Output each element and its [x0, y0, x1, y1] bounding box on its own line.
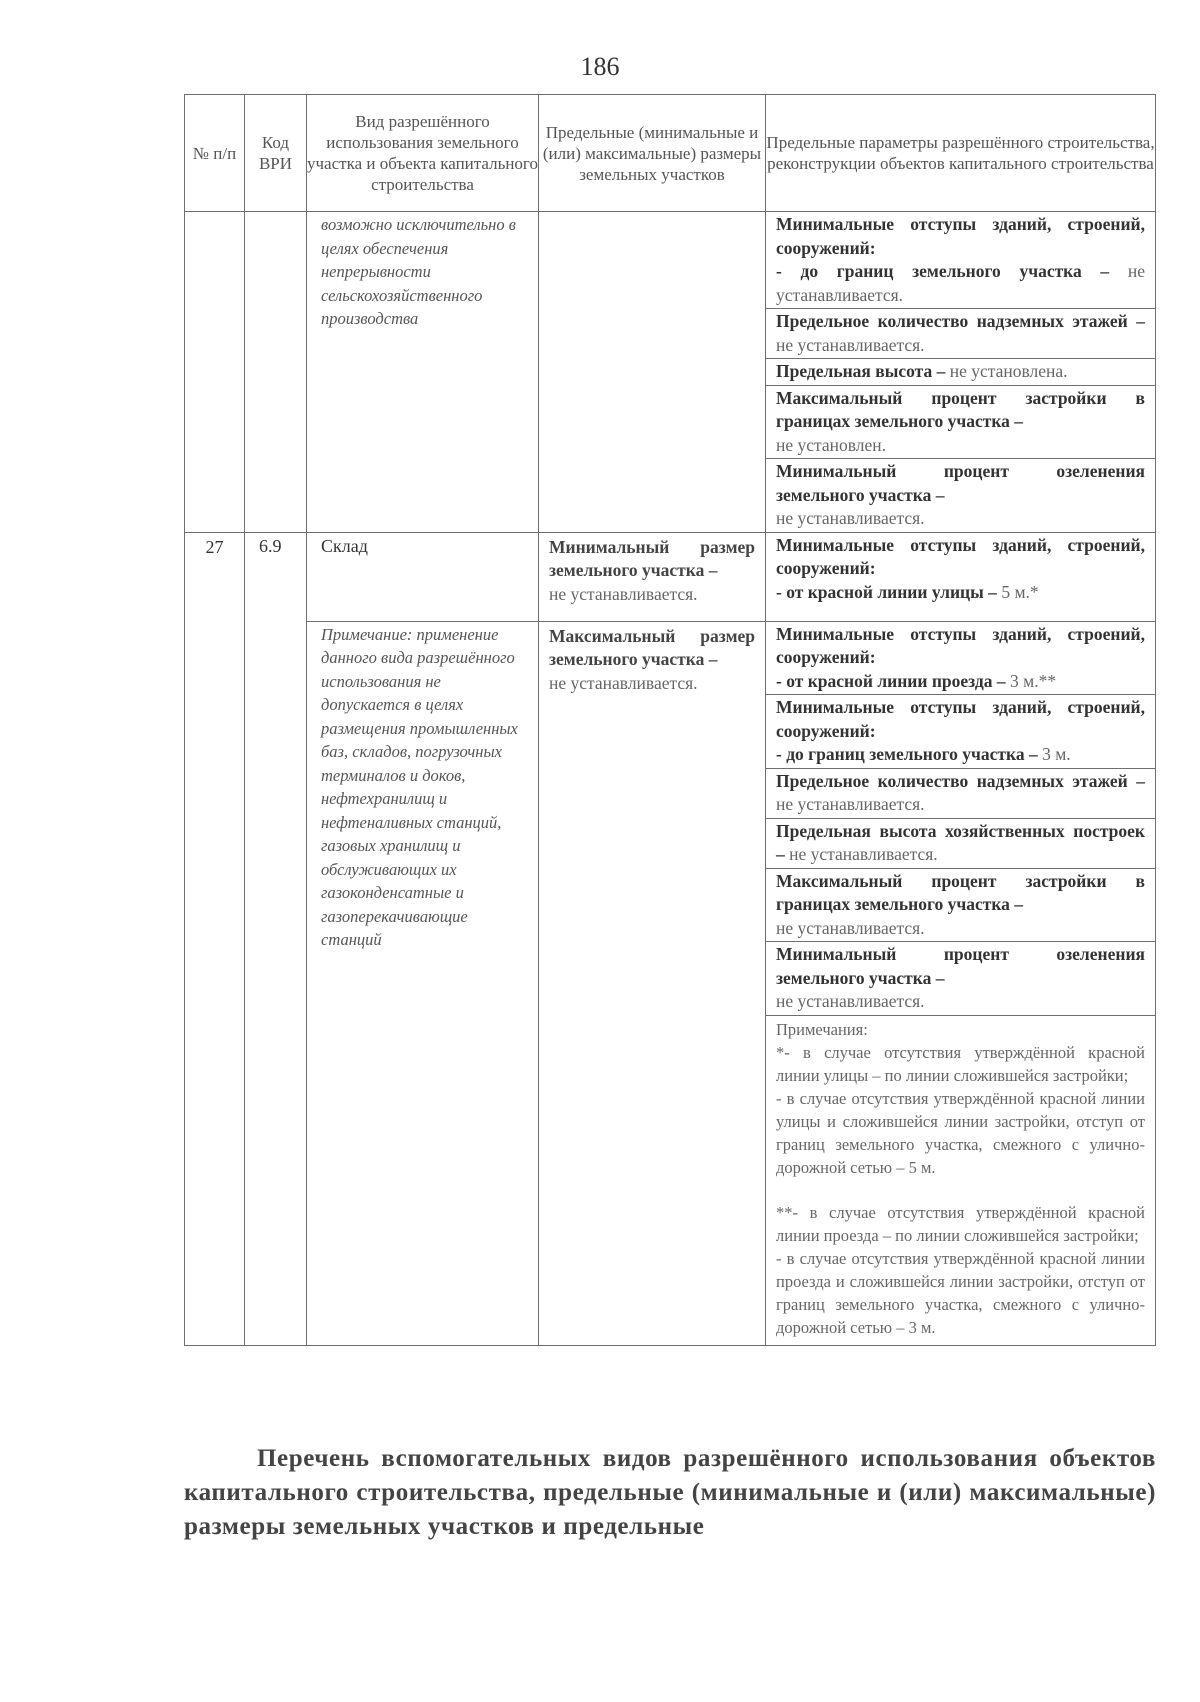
page-number: 186 — [580, 52, 620, 81]
zoning-table — [184, 94, 1156, 1346]
param-item: Минимальные отступы зданий, строений, сооружений: - от красной линии улицы – 5 м.* — [776, 534, 1145, 602]
note-item: **- в случае отсутствия утверждённой красной линии проезда – по линии сложившейся застройки; — [776, 1202, 1145, 1245]
section-heading: Перечень вспомогательных видов разрешённого использования объектов капитального строительства, предельные (минимальные и (или) максимальные) размеры земельных участков и предельные — [184, 1445, 1156, 1540]
row-code: 6.9 — [259, 535, 282, 556]
cell-params-top — [766, 532, 1156, 621]
cell-params-continuation — [766, 212, 1156, 533]
header-use: Вид разрешённого использования земельного участка и объекта капитального строительства — [307, 95, 539, 212]
table-row-27-continued — [185, 621, 1156, 1345]
note-item: - в случае отсутствия утверждённой красной линии проезда и сложившейся линии застройки, отступ от границ земельного участка, смежного с улично-дорожной сетью – 3 м. — [776, 1248, 1145, 1337]
cell-code — [245, 532, 307, 1345]
header-code: Код ВРИ — [245, 95, 307, 212]
row-number: 27 — [205, 536, 224, 557]
row-use: Склад — [321, 535, 368, 556]
use-text-continuation: возможно исключительно в целях обеспечения непрерывности сельскохозяйственного производства — [321, 215, 516, 328]
param-item: Максимальный процент застройки в границах земельного участка – не установлен. — [766, 386, 1155, 460]
cell-num — [185, 532, 245, 1345]
notes-title: Примечания: — [776, 1019, 868, 1039]
param-item: Предельная высота – не установлена. — [766, 359, 1155, 386]
param-item: Минимальный процент озеленения земельного участка – не устанавливается. — [776, 461, 1145, 528]
param-item: Минимальные отступы зданий, строений, сооружений: - от красной линии проезда – 3 м.** — [766, 622, 1155, 696]
cell-params-bottom — [766, 621, 1156, 1345]
cell-num-empty — [185, 212, 245, 533]
header-num: № п/п — [185, 95, 245, 212]
notes-block — [766, 1016, 1155, 1345]
cell-use — [307, 532, 539, 621]
param-item: Предельное количество надземных этажей – не устанавливается. — [766, 309, 1155, 359]
size-min: Минимальный размер земельного участка – не устанавливается. — [549, 536, 755, 604]
cell-code-empty — [245, 212, 307, 533]
table-row-27 — [185, 532, 1156, 621]
size-max: Максимальный размер земельного участка – не устанавливается. — [549, 625, 755, 693]
table-row-continuation — [185, 212, 1156, 533]
note-item: *- в случае отсутствия утверждённой красной линии улицы – по линии сложившейся застройки; — [776, 1042, 1145, 1085]
header-sizes: Предельные (минимальные и (или) максимальные) размеры земельных участков — [539, 95, 766, 212]
param-item: Предельное количество надземных этажей – не устанавливается. — [766, 769, 1155, 819]
cell-use-note — [307, 621, 539, 1345]
cell-size-min — [539, 532, 766, 621]
cell-size-max — [539, 621, 766, 1345]
param-item: Минимальные отступы зданий, строений, сооружений: - до границ земельного участка – не устанавливается. — [766, 212, 1155, 309]
cell-use-continuation — [307, 212, 539, 533]
param-item: Минимальный процент озеленения земельного участка – не устанавливается. — [766, 942, 1155, 1016]
use-note: Примечание: применение данного вида разрешённого использования не допускается в целях размещения промышленных баз, складов, погрузочных терминалов и доков, нефтехранилищ и нефтеналивных станций, газовых хранилищ и обслуживающих их газоконденсатные и газоперекачивающие станций — [321, 624, 518, 949]
table-header-row — [185, 95, 1156, 212]
cell-sizes-empty — [539, 212, 766, 533]
param-item: Предельная высота хозяйственных построек – не устанавливается. — [766, 819, 1155, 869]
note-item: - в случае отсутствия утверждённой красной линии улицы и сложившейся линии застройки, отступ от границ земельного участка, смежного с улично-дорожной сетью – 5 м. — [776, 1088, 1145, 1177]
header-params: Предельные параметры разрешённого строительства, реконструкции объектов капитального строительства — [766, 95, 1156, 212]
param-item: Минимальные отступы зданий, строений, сооружений: - до границ земельного участка – 3 м. — [766, 695, 1155, 769]
param-item: Максимальный процент застройки в границах земельного участка – не устанавливается. — [766, 869, 1155, 943]
